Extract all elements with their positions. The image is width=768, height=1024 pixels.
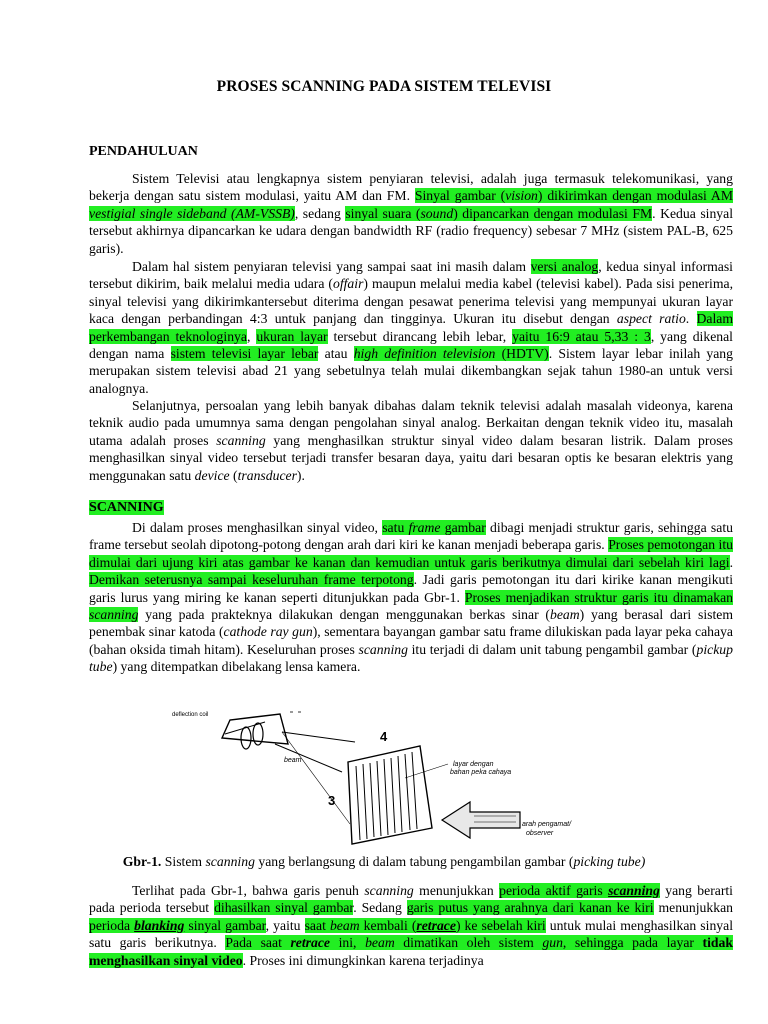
section-heading-pendahuluan: PENDAHULUAN xyxy=(89,144,198,159)
section-heading-scanning: SCANNING xyxy=(89,500,164,515)
figure-label-layar-2: bahan peka cahaya xyxy=(450,769,512,776)
document-title: PROSES SCANNING PADA SISTEM TELEVISI xyxy=(216,78,552,95)
figure-label-arah-1: arah pengamat/ xyxy=(522,821,572,828)
figure-label-3: 3 xyxy=(328,793,336,808)
paragraph-intro-3: Selanjutnya, persoalan yang lebih banyak dibahas dalam teknik televisi adalah masalah videonya, karena teknik audio pada umumnya sama dengan pengolahan sinyal analog. Berkaitan dengan teknik video itu, masalah utama adalah proses scanning yang menghasilkan struktur sinyal video dalam besaran listrik. Dalam proses menghasilkan sinyal video tersebut terjadi transfer besaran daya, yaitu dari besaran optis ke besaran elektris yang menggunakan satu device (transducer). xyxy=(89,398,734,483)
paragraph-scanning-1: Di dalam proses menghasilkan sinyal video, satu frame gambar dibagi menjadi struktur garis, sehingga satu frame tersebut seolah dipotong-potong dengan arah dari kiri ke kanan menjadi beberapa garis. Proses pemotongan itu dimulai dari ujung kiri atas gambar ke kanan dan kemudian untuk garis berikutnya dimulai dari sebelah kiri lagi. Demikan seterusnya sampai keseluruhan frame terpotong. Jadi garis pemotongan itu dari kirike kanan mengikuti garis lurus yang miring ke kanan seperti ditunjukkan pada Gbr-1. Proses menjadikan struktur garis itu dinamakan scanning yang pada prakteknya dilakukan dengan menggunakan berkas sinar (beam) yang berasal dari sistem penembak sinar katoda (cathode ray gun), sementara bayangan gambar satu frame dilukiskan pada layar peka cahaya (bahan oksida timah hitam). Keseluruhan proses scanning itu terjadi di dalam unit tabung pengambil gambar (pickup tube) yang ditempatkan dibelakang lensa kamera. xyxy=(89,520,734,675)
paragraph-scanning-2: Terlihat pada Gbr-1, bahwa garis penuh scanning menunjukkan perioda aktif garis scanning yang berarti pada perioda tersebut dihasilkan sinyal gambar. Sedang garis putus yang arahnya dari kanan ke kiri menunjukkan perioda blanking sinyal gambar, yaitu saat beam kembali (retrace) ke sebelah kiri untuk mulai menghasilkan sinyal satu garis berikutnya. Pada saat retrace ini, beam dimatikan oleh sistem gun, sehingga pada layar tidak menghasilkan sinyal video. Proses ini dimungkinkan karena terjadinya xyxy=(89,883,734,968)
figure-label-layar-1: layar dengan xyxy=(453,761,494,768)
figure-caption: Gbr-1. Sistem scanning yang berlangsung di dalam tabung pengambilan gambar (picking tube) xyxy=(122,854,646,869)
figure-scanning-diagram xyxy=(170,702,600,852)
observer-arrow-icon xyxy=(442,802,520,838)
figure-label-deflection-coil: deflection coil xyxy=(172,712,209,718)
paragraph-intro-1: Sistem Televisi atau lengkapnya sistem penyiaran televisi, adalah juga termasuk telekomunikasi, yang bekerja dengan satu sistem modulasi, yaitu AM dan FM. Sinyal gambar (vision) dikirimkan dengan modulasi AM vestigial single sideband (AM-VSSB), sedang sinyal suara (sound) dipancarkan dengan modulasi FM. Kedua sinyal tersebut akhirnya dipancarkan ke udara dengan bandwidth RF (radio frequency) sebesar 7 MHz (sistem PAL-B, 625 garis). xyxy=(89,171,734,256)
scanning-screen-icon xyxy=(348,746,432,844)
figure-label-arah-2: observer xyxy=(526,830,554,837)
paragraph-intro-2: Dalam hal sistem penyiaran televisi yang sampai saat ini masih dalam versi analog, kedua sinyal informasi tersebut dikirim, baik melalui media udara (offair) maupun melalui media kabel (televisi kabel). Pada sisi penerima, sinyal televisi yang dikirimkantersebut diterima dengan pesawat penerima televisi yang mempunyai ukuran layar kaca dengan perbandingan 4:3 untuk panjang dan tingginya. Ukuran itu disebut dengan aspect ratio. Dalam perkembangan teknologinya, ukuran layar tersebut dirancang lebih lebar, yaitu 16:9 atau 5,33 : 3, yang dikenal dengan nama sistem televisi layar lebar atau high definition television (HDTV). Sistem layar lebar inilah yang merupakan sistem televisi abad 21 yang sebetulnya telah mulai dikembangkan sejak tahun 1980-an untuk versi analognya. xyxy=(89,259,733,396)
camera-tube-icon xyxy=(222,714,288,749)
figure-label-beam: beam xyxy=(284,757,302,764)
figure-label-4: 4 xyxy=(380,729,388,744)
